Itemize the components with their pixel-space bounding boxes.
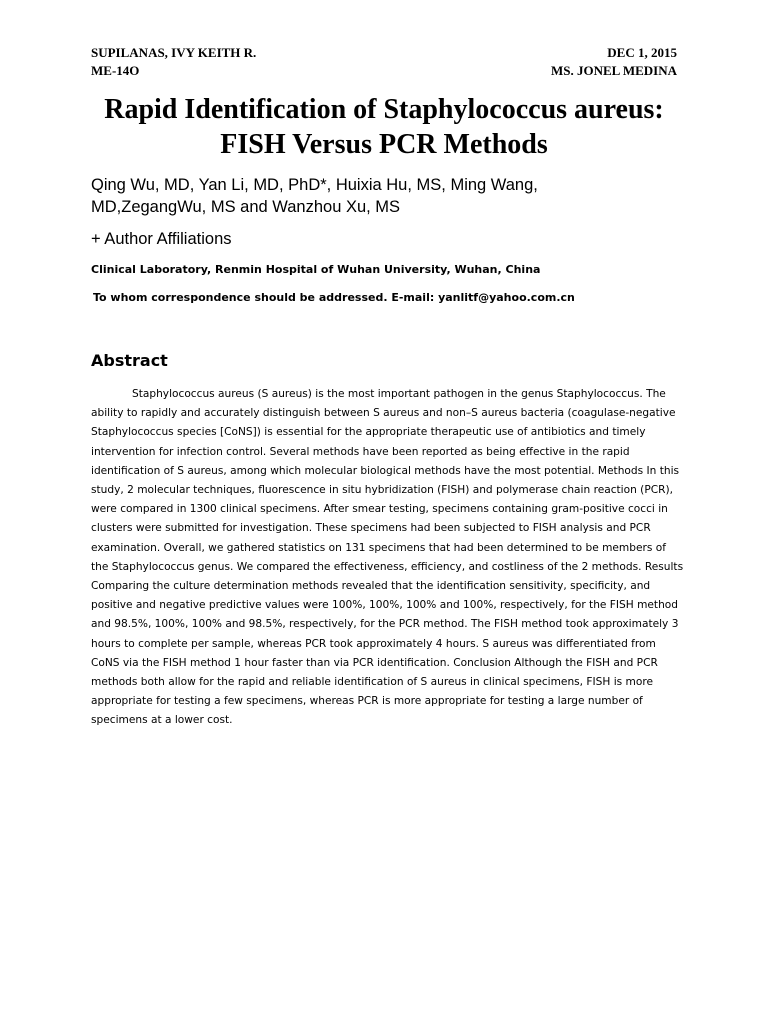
article-title-line-1: Rapid Identification of Staphylococcus aureus: [104, 94, 664, 125]
abstract-body [91, 385, 685, 731]
student-name: SUPILANAS, IVY KEITH R. [91, 45, 257, 60]
institution-line: Clinical Laboratory, Renmin Hospital of Wuhan University, Wuhan, China [91, 263, 541, 276]
author-affiliations-toggle[interactable]: + Author Affiliations [91, 230, 232, 248]
abstract-paragraph: Staphylococcus aureus (S aureus) is the most important pathogen in the genus Staphylococcus. The ability to rapidly and accurately distinguish between S aureus and non–S aureus bacteria (coagulase-negative Staphylococcus species [CoNS]) is essential for the appropriate therapeutic use of antibiotics and timely intervention for infection control. Several methods have been reported as being effective in the rapid identification of S aureus, among which molecular biological methods have the most potential. Methods In this study, 2 molecular techniques, fluorescence in situ hybridization (FISH) and polymerase chain reaction (PCR), were compared in 1300 clinical specimens. After smear testing, specimens containing gram-positive cocci in clusters were submitted for investigation. These specimens had been subjected to FISH analysis and PCR examination. Overall, we gathered statistics on 131 specimens that had been determined to be members of the Staphylococcus genus. We compared the effectiveness, efficiency, and costliness of the 2 methods. Results Comparing the culture determination methods revealed that the identification sensitivity, specificity, and positive and negative predictive values were 100%, 100%, 100% and 100%, respectively, for the FISH method and 98.5%, 100%, 100% and 98.5%, respectively, for the PCR method. The FISH method took approximately 3 hours to complete per sample, whereas PCR took approximately 4 hours. S aureus was differentiated from CoNS via the FISH method 1 hour faster than via PCR identification. Conclusion Although the FISH and PCR methods both allow for the rapid and reliable identification of S aureus in clinical specimens, FISH is more appropriate for testing a few specimens, whereas PCR is more appropriate for testing a large number of specimens at a lower cost. [91, 388, 684, 727]
article-title-line-2: FISH Versus PCR Methods [220, 129, 548, 160]
abstract-heading: Abstract [91, 351, 168, 370]
article-title [60, 92, 708, 162]
course-section: ME-14O [91, 63, 140, 78]
instructor-name: MS. JONEL MEDINA [550, 63, 677, 78]
correspondence-line: To whom correspondence should be addressed. E-mail: yanlitf@yahoo.com.cn [93, 291, 575, 304]
author-list: Qing Wu, MD, Yan Li, MD, PhD*, Huixia Hu, MS, Ming Wang, MD,ZegangWu, MS and Wanzhou Xu, MS [91, 176, 538, 216]
header-row-2 [91, 63, 677, 79]
submission-date: DEC 1, 2015 [607, 45, 677, 60]
header-row-1 [91, 45, 677, 61]
